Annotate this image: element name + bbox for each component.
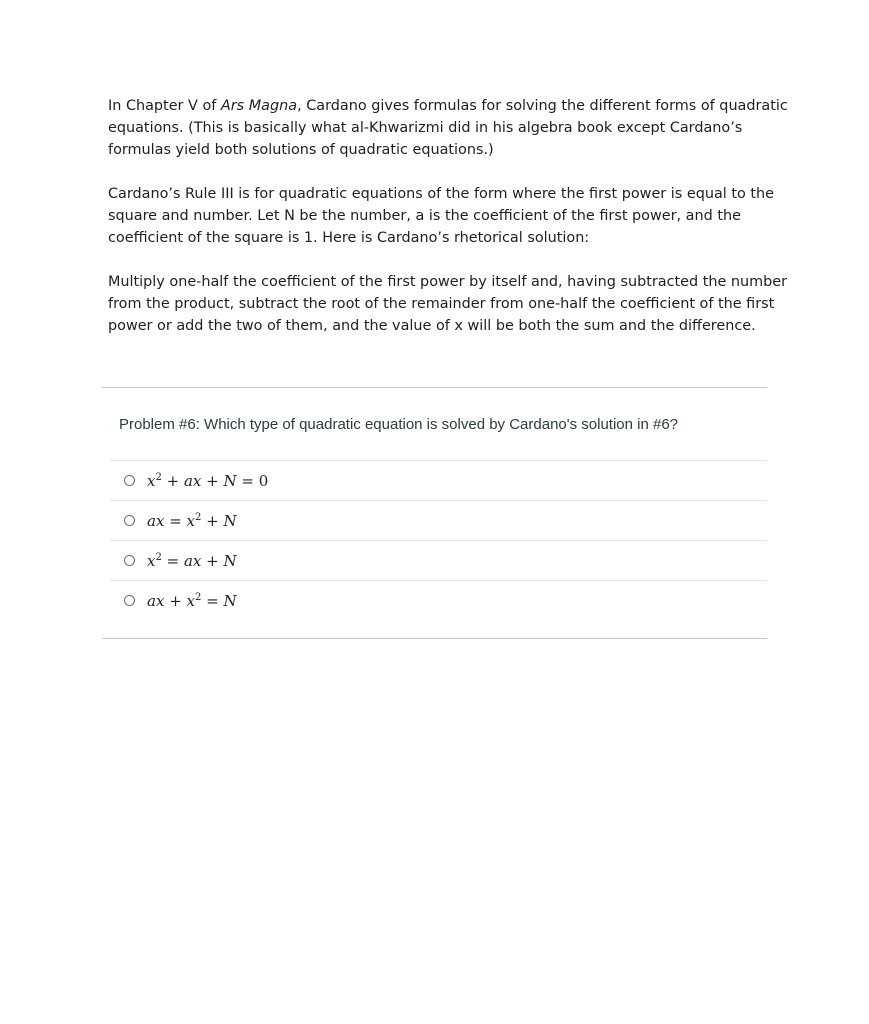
question-text: Problem #6: Which type of quadratic equation is solved by Cardano's solution in #6? (119, 416, 679, 433)
radio-button-icon[interactable] (124, 475, 135, 486)
passage-paragraph-3: Multiply one-half the coefficient of the first power by itself and, having subtracted the number from the product, subtract the root of the remainder from one-half the coefficient of the first power or add the two of them, and the value of x will be both the sum and the difference. (108, 274, 788, 334)
answer-options (110, 460, 767, 620)
passage-p1-before: In Chapter V of (108, 98, 221, 114)
divider-bottom (102, 638, 767, 639)
passage-p1-after: , Cardano gives formulas for solving the different forms of quadratic equations. (This is basically what al-Khwarizmi did in his algebra book except Cardano’s formulas yield both solutions of quadratic equations.) (108, 98, 788, 158)
answer-option-3-label: $x^2$ = ax + N (147, 551, 237, 570)
radio-button-icon[interactable] (124, 515, 135, 526)
passage-paragraph-1 (108, 95, 808, 161)
divider-top (102, 387, 767, 388)
answer-option-3[interactable] (110, 540, 767, 580)
answer-option-2[interactable] (110, 500, 767, 540)
answer-option-2-label: ax = $x^2 + N$ (147, 511, 237, 530)
answer-option-1-label: $x^2$ + ax + N = 0 (147, 471, 269, 490)
book-title: Ars Magna (220, 98, 298, 114)
answer-option-4[interactable] (110, 580, 767, 620)
answer-option-4-label: ax + $x^2 = N$ (147, 591, 237, 610)
radio-button-icon[interactable] (124, 595, 135, 606)
radio-button-icon[interactable] (124, 555, 135, 566)
passage-paragraph-2: Cardano’s Rule III is for quadratic equations of the form where the first power is equal to the square and number. Let N be the number, a is the coefficient of the first power, and the coefficient of the square is 1. Here is Cardano’s rhetorical solution: (108, 186, 775, 246)
answer-option-1[interactable] (110, 460, 767, 500)
reading-passage (108, 95, 808, 359)
